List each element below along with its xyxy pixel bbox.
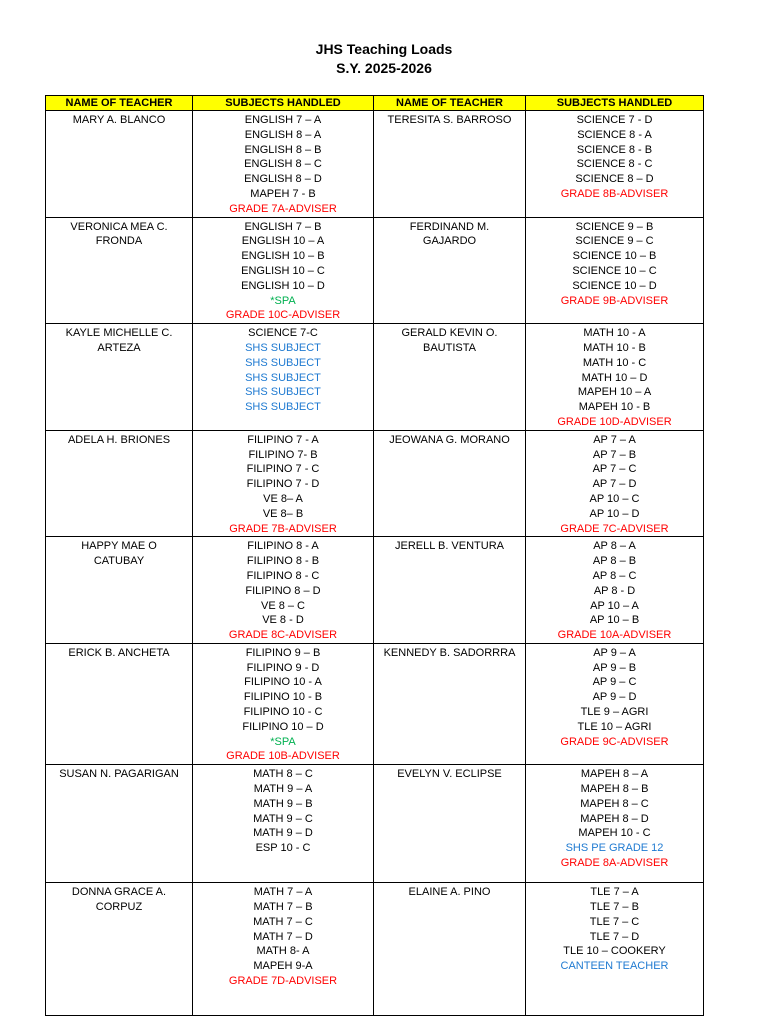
table-row: [46, 324, 704, 431]
header-name-of-teacher: NAME OF TEACHER: [374, 96, 526, 111]
subject-item: SCIENCE 8 - C: [576, 158, 653, 171]
subjects-cell: [193, 883, 374, 1016]
teacher-name: DONNA GRACE A.: [71, 886, 167, 899]
subject-item: TLE 10 – AGRI: [577, 720, 652, 733]
subject-item: MAPEH 9-A: [253, 960, 313, 973]
subject-item: MATH 10 - B: [583, 341, 646, 354]
subjects-cell: [193, 217, 374, 324]
subject-item: SCIENCE 7-C: [248, 327, 318, 340]
subject-item: *SPA: [270, 294, 296, 307]
teacher-name-cell: [374, 430, 526, 537]
subject-item: MAPEH 10 - B: [578, 401, 651, 414]
subject-item: FILIPINO 7 - A: [247, 433, 319, 446]
subject-item: AP 7 – D: [592, 478, 637, 491]
subject-item: FILIPINO 10 - A: [244, 676, 322, 689]
document-title: JHS Teaching Loads: [315, 41, 453, 57]
subject-item: MAPEH 8 – C: [580, 797, 649, 810]
teacher-name: ARTEZA: [97, 341, 141, 354]
subject-item: SHS PE GRADE 12: [565, 842, 664, 855]
adviser-assignment: GRADE 10C-ADVISER: [225, 309, 341, 322]
subject-item: *SPA: [270, 735, 296, 748]
subject-item: FILIPINO 10 – D: [242, 720, 324, 733]
teacher-name-cell: [46, 217, 193, 324]
subject-item: SHS SUBJECT: [245, 386, 321, 399]
subject-item: MATH 8- A: [256, 945, 310, 958]
teacher-name: ELAINE A. PINO: [408, 886, 491, 899]
teacher-name-cell: [46, 643, 193, 764]
teacher-name: SUSAN N. PAGARIGAN: [59, 768, 179, 781]
subject-item: MATH 9 – D: [253, 827, 313, 840]
subjects-cell: [193, 324, 374, 431]
teacher-name-cell: [46, 883, 193, 1016]
teacher-name: KENNEDY B. SADORRRA: [383, 646, 516, 659]
subject-item: FILIPINO 8 - C: [246, 569, 320, 582]
subject-item: AP 9 – C: [592, 676, 637, 689]
subjects-cell: [526, 883, 704, 1016]
teacher-name: CATUBAY: [93, 555, 145, 568]
adviser-assignment: GRADE 10B-ADVISER: [226, 750, 340, 763]
teacher-name-cell: [46, 765, 193, 883]
adviser-assignment: GRADE 8C-ADVISER: [228, 629, 338, 642]
subject-item: SCIENCE 10 – B: [572, 250, 657, 263]
subject-item: ENGLISH 10 – D: [241, 279, 325, 292]
table-row: [46, 111, 704, 218]
teaching-loads-table: [45, 95, 704, 1016]
teacher-name: VERONICA MEA C.: [70, 220, 168, 233]
subject-item: AP 7 – A: [593, 433, 636, 446]
subject-item: ENGLISH 8 – B: [244, 143, 322, 156]
subjects-cell: [526, 537, 704, 644]
adviser-assignment: GRADE 7A-ADVISER: [229, 202, 337, 215]
teacher-name-cell: [374, 643, 526, 764]
subject-item: MAPEH 8 – A: [580, 768, 649, 781]
subject-item: ENGLISH 8 – D: [244, 173, 322, 186]
subject-item: FILIPINO 8 - B: [246, 555, 320, 568]
subject-item: VE 8– B: [262, 507, 304, 520]
teacher-name: MARY A. BLANCO: [72, 114, 166, 126]
subject-item: MATH 8 – C: [253, 768, 313, 781]
subject-item: SHS SUBJECT: [245, 341, 321, 354]
teacher-name: JEOWANA G. MORANO: [389, 433, 510, 446]
subject-item: VE 8 - D: [262, 614, 304, 627]
subject-item: ENGLISH 8 – C: [244, 158, 322, 171]
subject-item: MAPEH 7 - B: [250, 187, 316, 200]
table-row: [46, 765, 704, 883]
subject-item: ENGLISH 7 – A: [244, 114, 322, 126]
subject-item: MAPEH 8 – B: [580, 783, 649, 796]
adviser-assignment: GRADE 8B-ADVISER: [560, 187, 669, 200]
header-subjects-handled: SUBJECTS HANDLED: [193, 96, 374, 111]
subjects-cell: [526, 430, 704, 537]
teacher-name: EVELYN V. ECLIPSE: [397, 768, 502, 781]
subject-item: SCIENCE 9 – C: [575, 235, 654, 248]
subject-item: SCIENCE 10 – D: [572, 279, 657, 292]
teacher-name: GAJARDO: [422, 235, 477, 248]
subject-item: AP 10 – B: [589, 614, 640, 627]
teacher-name: ADELA H. BRIONES: [67, 433, 171, 446]
teacher-name-cell: [46, 430, 193, 537]
table-row: [46, 643, 704, 764]
subject-item: SHS SUBJECT: [245, 371, 321, 384]
subjects-cell: [193, 430, 374, 537]
subject-item: AP 8 – A: [593, 540, 636, 553]
teacher-name-cell: [46, 324, 193, 431]
subject-item: FILIPINO 8 – D: [245, 584, 321, 597]
table-row: [46, 430, 704, 537]
subject-item: MATH 10 - A: [583, 327, 646, 340]
teacher-name-cell: [374, 217, 526, 324]
subject-item: AP 9 – D: [592, 691, 637, 704]
adviser-assignment: GRADE 7C-ADVISER: [560, 522, 669, 535]
subjects-cell: [526, 111, 704, 218]
subject-item: AP 7 – C: [592, 463, 637, 476]
subject-item: MATH 9 – C: [253, 812, 313, 825]
subject-item: FILIPINO 9 – B: [245, 646, 321, 659]
subject-item: AP 9 – B: [592, 661, 637, 674]
teacher-name: TERESITA S. BARROSO: [387, 114, 512, 126]
table-header-row: [46, 96, 704, 111]
subject-item: SCIENCE 9 – B: [575, 220, 654, 233]
subject-item: SCIENCE 10 – C: [572, 264, 657, 277]
header-name-of-teacher: NAME OF TEACHER: [46, 96, 193, 111]
adviser-assignment: GRADE 10D-ADVISER: [557, 415, 672, 428]
subject-item: AP 10 – C: [589, 492, 640, 505]
subject-item: FILIPINO 7 - D: [246, 478, 320, 491]
subject-item: SCIENCE 8 – D: [575, 173, 654, 186]
teacher-name-cell: [374, 111, 526, 218]
teacher-name: ERICK B. ANCHETA: [68, 646, 170, 659]
subject-item: FILIPINO 7 - C: [246, 463, 320, 476]
subject-item: AP 10 – D: [589, 507, 640, 520]
subjects-cell: [193, 765, 374, 883]
subject-item: ENGLISH 10 – C: [241, 264, 325, 277]
teacher-name-cell: [46, 111, 193, 218]
subject-item: SCIENCE 8 - B: [576, 143, 653, 156]
subjects-cell: [526, 217, 704, 324]
subject-item: MAPEH 10 - C: [578, 827, 651, 840]
subject-item: MATH 7 – A: [253, 886, 313, 899]
teacher-name: FRONDA: [95, 235, 143, 248]
subject-item: ENGLISH 10 – B: [241, 250, 325, 263]
subject-item: AP 9 – A: [593, 646, 636, 659]
teacher-name: JERELL B. VENTURA: [394, 540, 504, 553]
teacher-name-cell: [374, 765, 526, 883]
teacher-name: FERDINAND M.: [409, 220, 490, 233]
subject-item: MATH 7 – D: [253, 930, 313, 943]
subject-item: MATH 9 – B: [253, 797, 313, 810]
adviser-assignment: GRADE 7D-ADVISER: [228, 975, 338, 988]
subject-item: TLE 7 – A: [590, 886, 639, 899]
subject-item: AP 8 – B: [592, 555, 637, 568]
subject-item: SHS SUBJECT: [245, 356, 321, 369]
subject-item: AP 7 – B: [592, 448, 637, 461]
subject-item: FILIPINO 9 - D: [246, 661, 320, 674]
table-row: [46, 217, 704, 324]
teacher-name: GERALD KEVIN O.: [401, 327, 498, 340]
subject-item: MAPEH 10 – A: [577, 386, 652, 399]
teacher-name-cell: [46, 537, 193, 644]
subject-item: MAPEH 8 – D: [580, 812, 649, 825]
subject-item: SCIENCE 7 - D: [576, 114, 653, 126]
subjects-cell: [526, 324, 704, 431]
subject-item: SCIENCE 8 - A: [577, 128, 652, 141]
subject-item: ESP 10 - C: [255, 842, 311, 855]
adviser-assignment: GRADE 9C-ADVISER: [560, 735, 669, 748]
subjects-cell: [193, 111, 374, 218]
subjects-cell: [193, 537, 374, 644]
subject-item: TLE 7 – B: [590, 901, 639, 914]
subject-item: TLE 7 – C: [589, 915, 640, 928]
subject-item: MATH 7 – B: [253, 901, 313, 914]
subject-item: VE 8 – C: [260, 599, 306, 612]
subject-item: AP 8 – C: [592, 569, 637, 582]
table-row: [46, 883, 704, 1016]
subject-item: CANTEEN TEACHER: [560, 960, 669, 973]
subject-item: TLE 10 – COOKERY: [563, 945, 666, 958]
subject-item: MATH 10 - C: [582, 356, 647, 369]
adviser-assignment: GRADE 7B-ADVISER: [229, 522, 337, 535]
adviser-assignment: GRADE 10A-ADVISER: [557, 629, 672, 642]
subject-item: ENGLISH 7 – B: [244, 220, 322, 233]
table-row: [46, 537, 704, 644]
teacher-name: KAYLE MICHELLE C.: [65, 327, 173, 340]
header-subjects-handled: SUBJECTS HANDLED: [526, 96, 704, 111]
subjects-cell: [526, 765, 704, 883]
subject-item: FILIPINO 10 - C: [243, 706, 323, 719]
subjects-cell: [526, 643, 704, 764]
subject-item: ENGLISH 8 – A: [244, 128, 322, 141]
subject-item: TLE 7 – D: [589, 930, 640, 943]
teacher-name: CORPUZ: [95, 901, 143, 914]
subjects-cell: [193, 643, 374, 764]
subject-item: MATH 10 – D: [581, 371, 648, 384]
adviser-assignment: GRADE 9B-ADVISER: [560, 294, 669, 307]
subject-item: MATH 7 – C: [253, 915, 313, 928]
subject-item: MATH 9 – A: [253, 783, 313, 796]
subject-item: TLE 9 – AGRI: [580, 706, 649, 719]
subject-item: FILIPINO 10 - B: [243, 691, 323, 704]
subject-item: FILIPINO 8 - A: [247, 540, 319, 553]
teacher-name-cell: [374, 537, 526, 644]
teacher-name-cell: [374, 324, 526, 431]
school-year: S.Y. 2025-2026: [336, 60, 432, 76]
teacher-name: HAPPY MAE O: [81, 540, 157, 553]
subject-item: FILIPINO 7- B: [248, 448, 318, 461]
subject-item: VE 8– A: [263, 492, 303, 505]
subject-item: ENGLISH 10 – A: [241, 235, 325, 248]
subject-item: AP 8 - D: [593, 584, 636, 597]
teacher-name: BAUTISTA: [423, 341, 476, 354]
adviser-assignment: GRADE 8A-ADVISER: [560, 857, 669, 870]
subject-item: AP 10 – A: [590, 599, 639, 612]
teacher-name-cell: [374, 883, 526, 1016]
subject-item: SHS SUBJECT: [245, 401, 321, 414]
